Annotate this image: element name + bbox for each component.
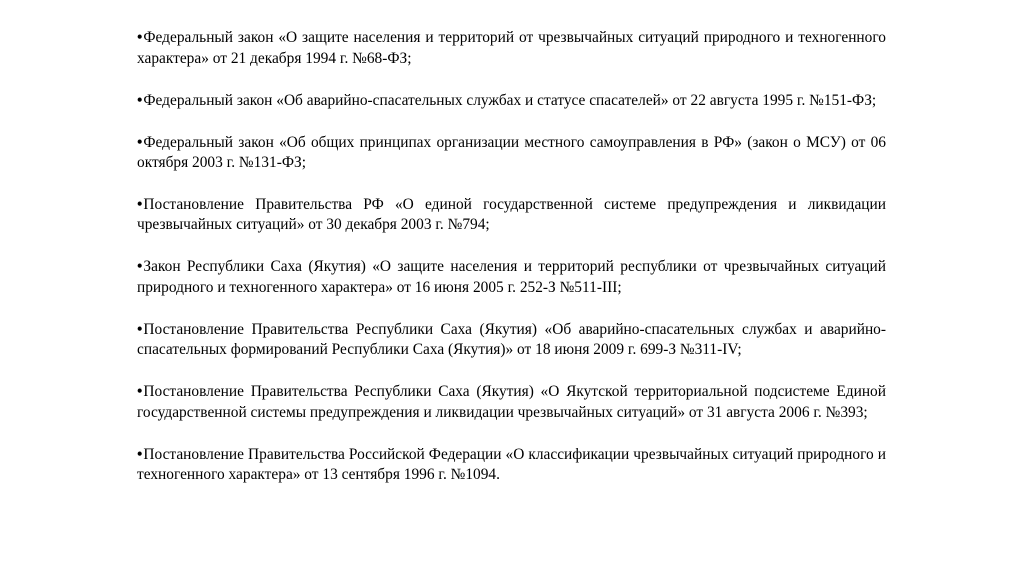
list-item-text: Постановление Правительства Российской Федерации «О классификации чрезвычайных ситуаций природного и техногенного характера» от 13 сентября 1996 г. №1094.: [137, 445, 886, 483]
list-item: [137, 382, 886, 423]
list-item-text: Постановление Правительства Республики Саха (Якутия) «Об аварийно-спасательных службах и аварийно-спасательных формирований Республики Саха (Якутия)» от 18 июня 2009 г. 699-З №311-IV;: [137, 320, 886, 358]
list-item: [137, 320, 886, 361]
list-item-text: Федеральный закон «О защите населения и территорий от чрезвычайных ситуаций природного и техногенного характера» от 21 декабря 1994 г. №68-ФЗ;: [137, 29, 886, 67]
list-item-text: Постановление Правительства Республики Саха (Якутия) «О Якутской территориальной подсистеме Единой государственной системы предупреждения и ликвидации чрезвычайных ситуаций» от 31 августа 2006 г. №393;: [137, 383, 886, 421]
bullet-icon: •: [137, 445, 143, 463]
list-item-text: Федеральный закон «Об аварийно-спасательных службах и статусе спасателей» от 22 августа 1995 г. №151-ФЗ;: [143, 91, 877, 109]
list-item-text: Закон Республики Саха (Якутия) «О защите населения и территорий республики от чрезвычайных ситуаций природного и техногенного характера» от 16 июня 2005 г. 252-З №511-III;: [137, 258, 886, 296]
bullet-icon: •: [137, 320, 143, 338]
list-item: [137, 91, 886, 112]
list-item-text: Федеральный закон «Об общих принципах организации местного самоуправления в РФ» (закон о МСУ) от 06 октября 2003 г. №131-ФЗ;: [137, 133, 886, 171]
list-item: [137, 133, 886, 174]
legal-acts-list: [137, 28, 886, 507]
bullet-icon: •: [137, 383, 143, 400]
list-item: [137, 445, 886, 486]
bullet-icon: •: [137, 29, 143, 46]
list-item: [137, 257, 886, 298]
list-item: [137, 195, 886, 236]
list-item: [137, 28, 886, 69]
bullet-icon: •: [137, 91, 143, 109]
bullet-icon: •: [137, 258, 143, 275]
bullet-icon: •: [137, 133, 143, 151]
list-item-text: Постановление Правительства РФ «О единой государственной системе предупреждения и ликвидации чрезвычайных ситуаций» от 30 декабря 2003 г. №794;: [137, 195, 886, 233]
bullet-icon: •: [137, 195, 143, 213]
